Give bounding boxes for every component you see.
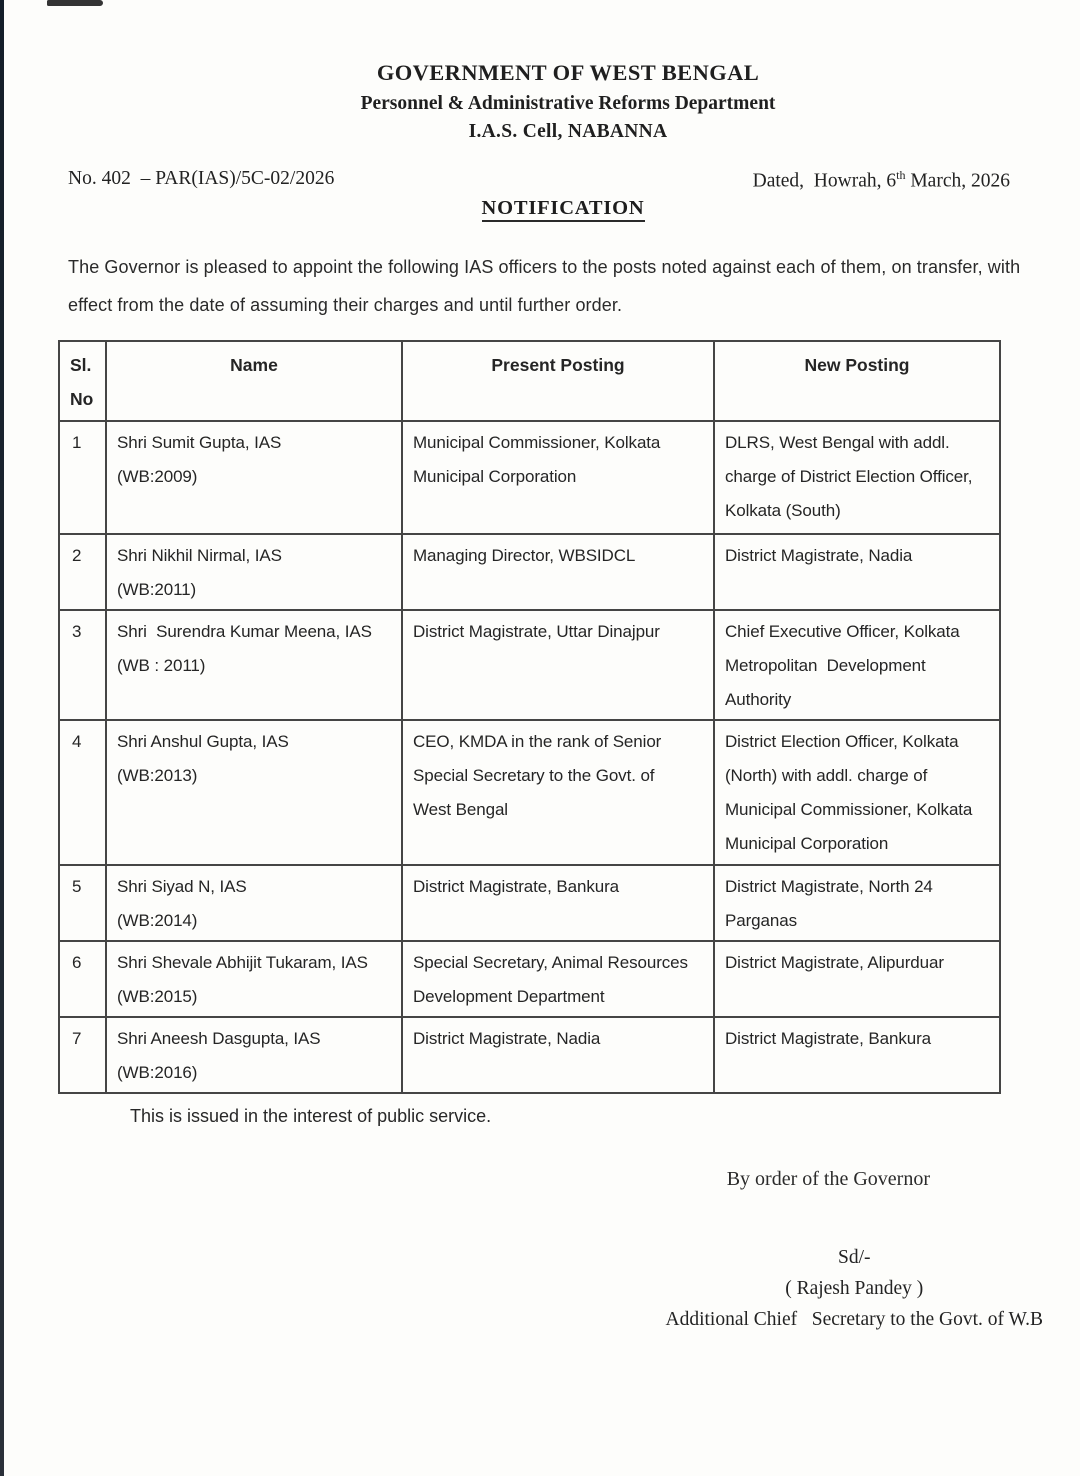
cell-line: Managing Director, WBSIDCL [413,546,636,565]
cell-new-posting [714,534,1000,610]
date-line [753,168,1010,193]
cell-line: (WB:2015) [117,987,198,1006]
table-row [59,534,1000,610]
col-header-new-posting: New Posting [714,341,1000,421]
table-row [59,865,1000,941]
cell-line: Municipal Corporation [413,467,577,486]
cell-line: (WB : 2011) [117,656,206,675]
cell-line: District Magistrate, Nadia [413,1029,601,1048]
memo-number: No. 402 – PAR(IAS)/5C-02/2026 [68,168,335,189]
cell-line: District Magistrate, Alipurduar [725,953,944,972]
cell-name [106,720,402,865]
cell-line: Authority [725,690,792,709]
cell-new-posting [714,941,1000,1017]
cell-slno: 5 [59,865,106,941]
cell-present-posting [402,421,714,534]
cell-line: Kolkata (South) [725,501,841,520]
cell-slno: 3 [59,610,106,720]
table-row [59,720,1000,865]
cell-line: Shri Anshul Gupta, IAS [117,732,289,751]
cell-line: Development Department [413,987,605,1006]
cell-name [106,865,402,941]
date-suffix: March, 2026 [905,170,1010,192]
cell-slno: 4 [59,720,106,865]
reference-row [68,168,1010,193]
cell-line: District Magistrate, Uttar Dinajpur [413,622,660,641]
cell-line: (North) with addl. charge of [725,766,928,785]
signatory-name: ( Rajesh Pandey ) [785,1278,924,1299]
cell-line: Special Secretary, Animal Resources [413,953,688,972]
signature-block [666,1242,1043,1335]
org-department: Personnel & Administrative Reforms Department [360,93,776,114]
by-order-line: By order of the Governor [726,1168,930,1190]
cell-line: Parganas [725,911,797,930]
cell-line: CEO, KMDA in the rank of Senior [413,732,662,751]
cell-new-posting [714,865,1000,941]
cell-line: Metropolitan Development [725,656,926,675]
cell-present-posting [402,1017,714,1093]
cell-line: District Election Officer, Kolkata [725,732,959,751]
cell-line: District Magistrate, Bankura [725,1029,931,1048]
date-prefix: Dated, Howrah, 6 [752,170,897,192]
cell-line: Special Secretary to the Govt. of [413,766,655,785]
cell-name [106,1017,402,1093]
scan-mark-artifact [47,0,103,6]
cell-line: West Bengal [413,800,508,819]
cell-slno: 1 [59,421,106,534]
cell-new-posting [714,720,1000,865]
cell-present-posting [402,610,714,720]
table-row [59,1017,1000,1093]
cell-present-posting [402,865,714,941]
cell-line: Shri Surendra Kumar Meena, IAS [117,622,372,641]
cell-present-posting [402,941,714,1017]
cell-present-posting [402,720,714,865]
cell-line: District Magistrate, Nadia [725,546,913,565]
cell-line: Shri Sumit Gupta, IAS [117,433,282,452]
table-row [59,610,1000,720]
notification-title: NOTIFICATION [482,197,645,222]
cell-line: Municipal Corporation [725,834,889,853]
cell-line: (WB:2009) [117,467,198,486]
cell-line: Shri Shevale Abhijit Tukaram, IAS [117,953,368,972]
table-header-row [59,341,1000,421]
letterhead [56,60,1080,143]
cell-line: Shri Nikhil Nirmal, IAS [117,546,282,565]
cell-line: (WB:2016) [117,1063,198,1082]
closing-line: This is issued in the interest of public service. [130,1106,492,1126]
col-header-slno [59,341,106,421]
cell-new-posting [714,1017,1000,1093]
cell-line: District Magistrate, North 24 [725,877,933,896]
signatory-designation: Additional Chief Secretary to the Govt. of W.B [665,1309,1043,1330]
title-row [46,197,1080,220]
body-paragraph [68,248,1068,324]
sd-line: Sd/- [838,1247,871,1268]
cell-line: charge of District Election Officer, [725,467,973,486]
table-row [59,941,1000,1017]
body-line: effect from the date of assuming their charges and until further order. [68,295,623,315]
cell-line: (WB:2013) [117,766,198,785]
cell-slno: 2 [59,534,106,610]
col-header-slno-line: No [70,389,94,409]
cell-line: Municipal Commissioner, Kolkata [725,800,973,819]
cell-line: Chief Executive Officer, Kolkata [725,622,960,641]
cell-new-posting [714,610,1000,720]
cell-line: (WB:2014) [117,911,198,930]
cell-line: (WB:2011) [117,580,197,599]
table-row [59,421,1000,534]
cell-line: Shri Siyad N, IAS [117,877,247,896]
body-line: The Governor is pleased to appoint the following IAS officers to the posts noted against each of them, on transfer, with [68,257,1021,277]
date-ordinal-suffix: th [896,168,906,182]
cell-new-posting [714,421,1000,534]
cell-present-posting [402,534,714,610]
col-header-name: Name [106,341,402,421]
cell-name [106,610,402,720]
org-name: GOVERNMENT OF WEST BENGAL [376,60,760,85]
cell-name [106,421,402,534]
col-header-slno-line: Sl. [70,355,92,375]
cell-name [106,941,402,1017]
cell-name [106,534,402,610]
cell-line: Shri Aneesh Dasgupta, IAS [117,1029,321,1048]
cell-line: Municipal Commissioner, Kolkata [413,433,661,452]
cell-slno: 6 [59,941,106,1017]
org-cell: I.A.S. Cell, NABANNA [468,121,668,142]
cell-line: DLRS, West Bengal with addl. [725,433,950,452]
scan-edge-artifact [0,0,4,1476]
transfer-table [58,340,1001,1094]
col-header-present-posting: Present Posting [402,341,714,421]
cell-slno: 7 [59,1017,106,1093]
cell-line: District Magistrate, Bankura [413,877,619,896]
